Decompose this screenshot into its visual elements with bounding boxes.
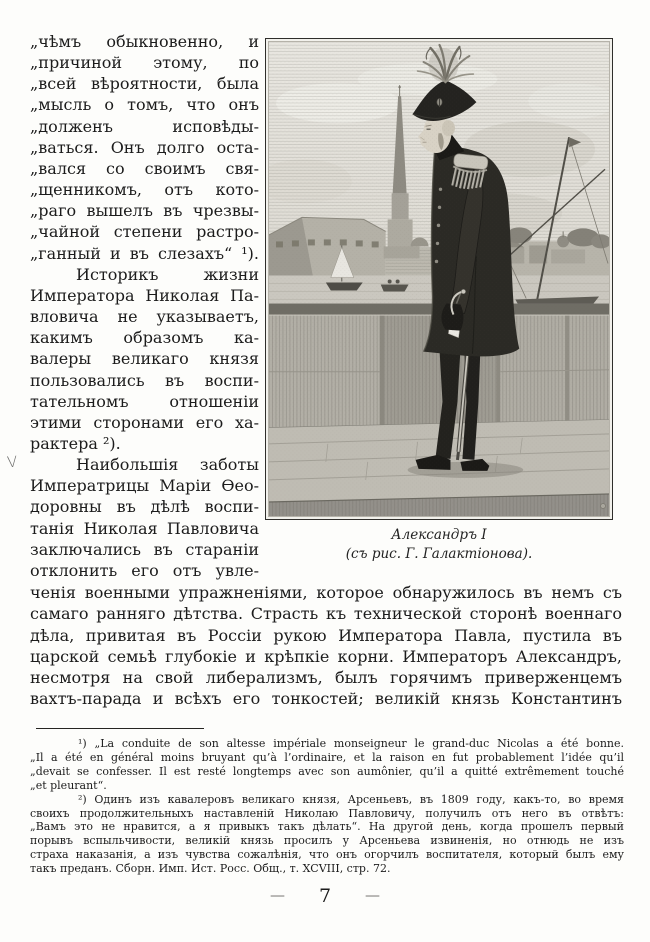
text-line: пользовались въ воспи- <box>30 370 259 390</box>
footnote-rule <box>36 728 204 729</box>
main-paragraph <box>30 582 622 710</box>
text-line: рактера ²). <box>30 433 121 453</box>
text-line: „причиной этому, по <box>30 53 259 73</box>
caption-title: Александръ I <box>391 527 487 543</box>
page-number-dash-left: — <box>269 886 285 904</box>
paragraph-quote <box>30 31 259 264</box>
text-line: самаго ранняго дѣтства. Страсть къ технической сторонѣ военнаго <box>30 604 622 624</box>
engraving-alexander-i <box>268 41 610 517</box>
text-line: Императрицы Маріи Ѳео- <box>30 476 259 496</box>
text-line: танія Николая Павловича <box>30 518 259 538</box>
footnotes <box>30 737 624 876</box>
text-line: Наибольшія заботы <box>76 455 259 475</box>
text-line: „ваться. Онъ долго оста- <box>30 137 259 157</box>
text-line: „чайной степени растро- <box>30 222 259 242</box>
footnote-line: ²) Одинъ изъ кавалеровъ великаго князя, Арсеньевъ, въ 1809 году, какъ-то, во время <box>78 792 624 806</box>
text-line: тательномъ отношеніи <box>30 391 259 411</box>
left-text-column <box>30 31 259 581</box>
text-line: какимъ образомъ ка- <box>30 328 259 348</box>
text-line: царской семьѣ глубокіе и крѣпкіе корни. Императоръ Александръ, <box>30 646 622 666</box>
page-number-dash-right: — <box>365 886 381 904</box>
text-line: валеры великаго князя <box>30 349 259 369</box>
footnote-1 <box>30 737 624 793</box>
text-line: отклонить его отъ увле- <box>30 560 259 580</box>
footnote-line: ¹) „La conduite de son altesse impériale monseigneur le grand-duc Nicolas a été bonne. <box>78 737 624 750</box>
text-line: „ганный и въ слезахъ“ ¹). <box>30 243 259 263</box>
text-line: заключались въ стараніи <box>30 539 259 559</box>
text-line: „чѣмъ обыкновенно, и <box>30 32 259 51</box>
text-line: „щенникомъ, отъ кото- <box>30 180 259 200</box>
page-number-value: 7 <box>318 885 332 907</box>
illustration-caption <box>265 526 613 564</box>
footnote-line: „Il a été en général moins bruyant qu’à l’ordinaire, et la raison en fut probablement l’idée qu’il <box>30 750 624 764</box>
text-line: Историкъ жизни <box>76 264 259 284</box>
footnote-line: такъ преданъ. Сборн. Имп. Ист. Росс. Общ., т. XCVIII, стр. 72. <box>30 862 391 876</box>
caption-credit: (съ рис. Г. Галактіонова). <box>345 546 533 562</box>
text-line: несмотря на свой либерализмъ, былъ горячимъ приверженцемъ <box>30 668 622 688</box>
text-line: вахтъ-парада и всѣхъ его тонкостей; великій князь Константинъ <box>30 689 622 709</box>
text-line: ченія военными упражненіями, которое обнаружилось въ немъ съ <box>30 583 622 602</box>
text-line: „всей вѣроятности, была <box>30 74 259 94</box>
footnote-line: „devait se confesser. Il est resté longtemps avec son aumônier, qu’il a quitté extrêmement touché <box>30 764 624 778</box>
text-line: „мысль о томъ, что онъ <box>30 95 259 115</box>
text-line: этими сторонами его ха- <box>30 412 259 432</box>
footnote-2 <box>30 793 624 876</box>
footnote-line: своихъ продолжительныхъ наставленій Николаю Павловичу, получилъ отъ него въ отвѣтъ: <box>30 806 624 820</box>
text-line: „раго вышелъ въ чрезвы- <box>30 201 259 221</box>
paragraph-empress <box>30 454 259 581</box>
illustration-frame <box>265 38 613 520</box>
text-line: „вался со своимъ свя- <box>30 158 259 178</box>
text-line: вловича не указываетъ, <box>30 307 259 327</box>
footnote-line: „et pleurant“. <box>30 778 107 792</box>
text-line: доровны въ дѣлѣ воспи- <box>30 497 259 517</box>
footnote-line: страха наказанія, а изъ чувства сожалѣнія, что онъ огорчилъ воспитателя, который былъ ему <box>30 848 624 862</box>
text-line: дѣла, привитая въ Россіи рукою Императора Павла, пустила въ <box>30 625 622 645</box>
text-line: „долженъ исповѣды- <box>30 116 259 136</box>
paragraph-historian <box>30 264 259 454</box>
page-number <box>0 885 650 907</box>
text-line: Императора Николая Па- <box>30 285 259 305</box>
margin-check-mark: V <box>6 452 19 472</box>
footnote-line: „Вамъ это не нравится, а я привыкъ такъ дѣлать“. На другой день, когда прошелъ первый <box>30 820 624 834</box>
footnote-line: порывъ вспыльчивости, великій князь просилъ у Арсеньева извиненія, но отнюдь не изъ <box>30 834 624 848</box>
